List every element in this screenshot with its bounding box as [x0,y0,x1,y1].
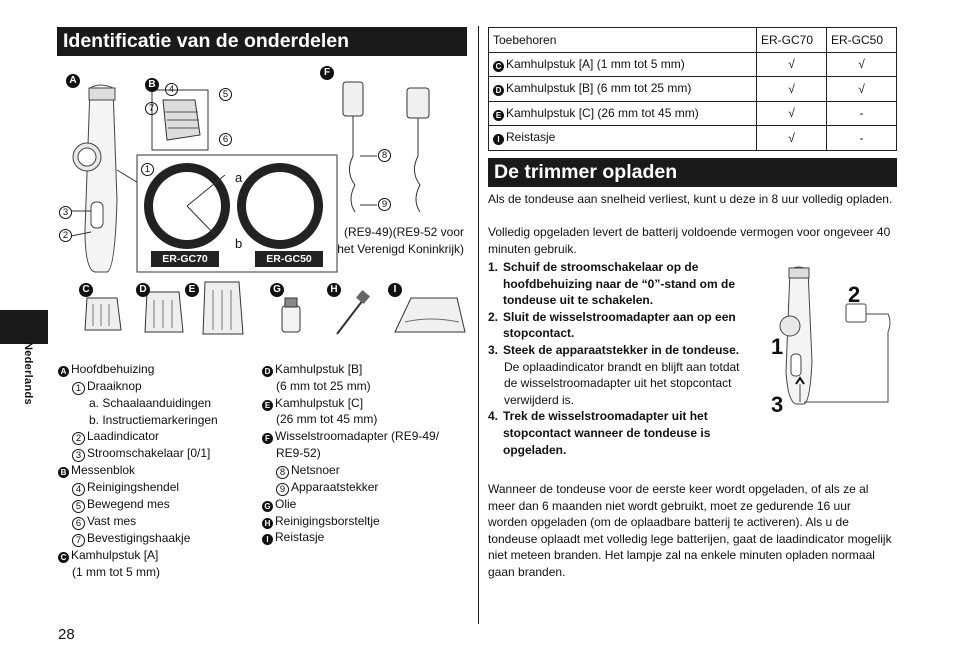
parts-row: b. Instructiemarkeringen [89,412,218,427]
parts-row: 5 Bewegend mes [58,496,258,513]
charging-intro-1: Als de tondeuse aan snelheid verliest, kunt u deze in 8 uur volledig opladen. [488,192,893,206]
parts-row: H Reinigingsborsteltje [262,513,472,530]
parts-row: RE9-52) [276,445,321,460]
language-label: Nederlands [22,342,34,405]
parts-list-col1 [58,361,258,581]
section-title-charging: De trimmer opladen [488,158,897,187]
callout-6: 6 [219,133,232,146]
step-item: 4. Trek de wisselstroomadapter uit het stopcontact wanneer de tondeuse is opgeladen. [488,409,711,457]
marker-g: G [270,283,284,297]
parts-row: C Kamhulpstuk [A] [58,547,258,564]
parts-row: a. Schaalaanduidingen [89,395,212,410]
step-item: 3. Steek de apparaatstekker in de tondeuse. [488,342,740,357]
parts-row: 6 Vast mes [58,513,258,530]
marker-d: D [136,283,150,297]
step-note: De oplaadindicator brandt en blijft aan totdat de wisselstroomadapter uit het stopcontact verwijderd is. [504,359,740,407]
marker-b: B [145,78,159,92]
callout-7: 7 [145,102,158,115]
table-row: C Kamhulpstuk [A] (1 mm tot 5 mm) √ √ [489,52,897,77]
charging-steps [488,259,748,458]
step-item: 1. Schuif de stroomschakelaar op de hoofdbehuizing naar de “0”-stand om de tondeuse uit te schakelen. [488,260,736,308]
header-cell: ER-GC70 [757,28,827,53]
dial-label-b: b [235,236,243,251]
marker-e: E [185,283,199,297]
parts-diagram [55,60,470,360]
marker-a: A [66,74,80,88]
parts-row: B Messenblok [58,462,258,479]
step-item: 2. Sluit de wisselstroomadapter aan op een stopcontact. [488,309,736,341]
figure-label-1: 1 [771,334,784,359]
parts-row: A Hoofdbehuizing [58,361,258,378]
callout-9: 9 [378,198,391,211]
marker-h: H [327,283,341,297]
parts-row: 2 Laadindicator [58,428,258,445]
parts-row: (6 mm tot 25 mm) [276,378,371,393]
dial-label-a: a [235,170,243,185]
figure-label-2: 2 [848,282,861,307]
parts-row: E Kamhulpstuk [C] [262,395,472,412]
callout-2: 2 [59,229,72,242]
header-cell: ER-GC50 [827,28,897,53]
parts-illustration [55,60,470,360]
marker-c: C [79,283,93,297]
header-cell: Toebehoren [489,28,757,53]
parts-row: 7 Bevestigingshaakje [58,530,258,547]
model-tag-gc50: ER-GC50 [266,253,312,265]
marker-i: I [388,283,402,297]
table-header-row [489,28,897,53]
table-row: I Reistasje √ - [489,126,897,151]
callout-5: 5 [219,88,232,101]
parts-row: F Wisselstroomadapter (RE9-49/ [262,428,472,445]
model-tag-gc70: ER-GC70 [162,253,208,265]
language-tab [0,310,48,344]
callout-4: 4 [165,83,178,96]
parts-row: 4 Reinigingshendel [58,479,258,496]
table-row: E Kamhulpstuk [C] (26 mm tot 45 mm) √ - [489,101,897,126]
parts-row: 3 Stroomschakelaar [0/1] [58,445,258,462]
adapter-caption: (RE9-49)(RE9-52 voor het Verenigd Koninkrijk) [337,225,464,256]
parts-row: G Olie [262,496,472,513]
marker-f: F [320,66,334,80]
parts-row: 9 Apparaatstekker [262,479,472,496]
table-row: D Kamhulpstuk [B] (6 mm tot 25 mm) √ √ [489,77,897,102]
section-title-parts: Identificatie van de onderdelen [57,27,467,56]
parts-row: D Kamhulpstuk [B] [262,361,472,378]
parts-row: (1 mm tot 5 mm) [72,564,161,579]
page-number: 28 [58,626,75,643]
charging-figure [760,262,900,422]
column-divider [478,26,479,624]
charging-outro: Wanneer de tondeuse voor de eerste keer wordt opgeladen, of als ze al meer dan 6 maanden niet wordt gebruikt, moet ze gedurende 16 uur worden opgeladen (om de oplaadbare batterij te activeren). Als u de tondeuse oplaadt met volledig lege batterijen, gaat de laadindicator mogelijk niet meteen branden. Het lampje zal na enkele minuten opladen normaal gaan branden. [488,482,892,579]
figure-label-3: 3 [771,392,784,417]
parts-row: 1 Draaiknop [58,378,258,395]
callout-8: 8 [378,149,391,162]
callout-1: 1 [141,163,154,176]
parts-row: (26 mm tot 45 mm) [276,412,378,427]
callout-3: 3 [59,206,72,219]
charging-intro-2: Volledig opgeladen levert de batterij voldoende vermogen voor ongeveer 40 minuten gebruik. [488,225,891,256]
parts-row: I Reistasje [262,529,472,546]
parts-list-col2 [262,361,472,546]
parts-row: 8 Netsnoer [262,462,472,479]
accessory-table [488,27,897,151]
